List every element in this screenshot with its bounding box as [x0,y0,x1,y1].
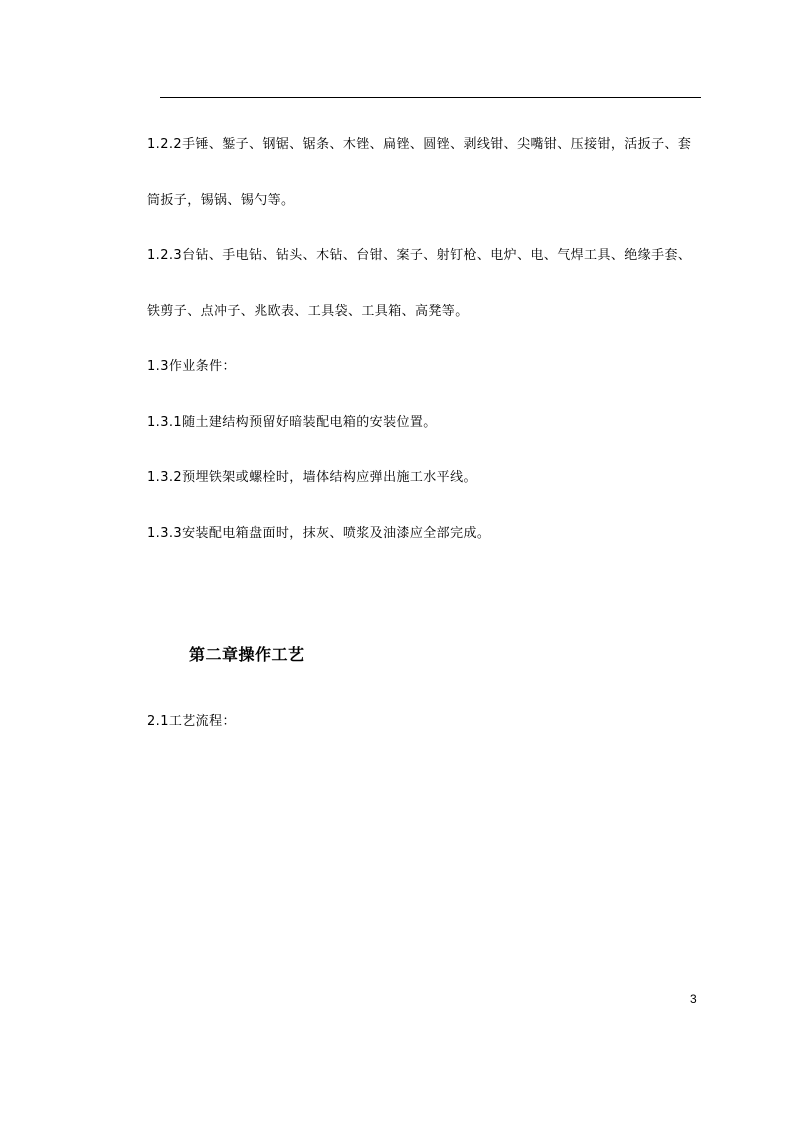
paragraph-1-2-3-line-1: 1.2.3台钻、手电钻、钻头、木钻、台钳、案子、射钉枪、电炉、电、气焊工具、绝缘手套、 [147,248,692,263]
page-number: 3 [690,992,697,1006]
paragraph-1-3-3: 1.3.3安装配电箱盘面时，抹灰、喷浆及油漆应全部完成。 [147,526,491,541]
paragraph-1-3: 1.3作业条件： [147,359,236,374]
paragraph-1-3-1: 1.3.1随土建结构预留好暗装配电箱的安装位置。 [147,415,437,430]
paragraph-1-2-2-line-2: 筒扳子，锡锅、锡勺等。 [147,193,295,208]
paragraph-1-3-2: 1.3.2预埋铁架或螺栓时，墙体结构应弹出施工水平线。 [147,470,477,485]
paragraph-1-2-2-line-1: 1.2.2手锤、錾子、钢锯、锯条、木锉、扁锉、圆锉、剥线钳、尖嘴钳、压接钳，活扳子、套 [147,137,692,152]
paragraph-1-2-3-line-2: 铁剪子、点冲子、兆欧表、工具袋、工具箱、高凳等。 [147,304,469,319]
paragraph-2-1: 2.1工艺流程： [147,714,236,729]
chapter-title: 第二章操作工艺 [189,645,305,664]
header-rule [160,97,701,98]
